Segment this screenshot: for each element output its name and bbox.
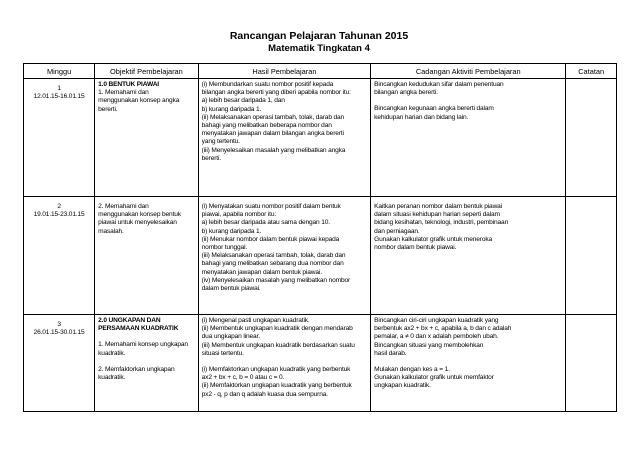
objective-cell (95, 79, 199, 197)
week-number: 1 (57, 85, 61, 92)
week-cell (24, 79, 95, 197)
objective-line: menggunakan konsep bentuk (98, 211, 181, 219)
activity-cell (371, 79, 566, 197)
week-dates: 26.01.15-30.01.15 (33, 329, 85, 337)
outcome-cell (198, 315, 371, 412)
outcome-line: yang tertentu. (201, 138, 240, 146)
activity-line: pemalar, a ≠ 0 dan x adalah pemboleh ubah. (374, 333, 499, 341)
objective-line: 1. Memahami konsep ungkapan (98, 341, 188, 349)
objective-line: piawai untuk menyelesaikan (98, 219, 177, 227)
activity-line: Bincangkan ciri-ciri ungkapan kuadratik yang (374, 317, 499, 324)
outcome-cell (198, 197, 371, 315)
outcome-line: (iv) Menyelesaikan masalah yang melibatkan nombor (201, 276, 351, 284)
activity-line: Bincangkan kegunaan angka bererti dalam (374, 105, 494, 113)
objective-line: bererti. (98, 105, 118, 113)
activity-cell (371, 197, 566, 315)
lesson-plan-table (23, 63, 617, 412)
table-row (24, 315, 617, 412)
outcome-line: (i) Memfaktorkan ungkapan kuadratik yang berbentuk (201, 366, 351, 374)
activity-line: ungkapan kuadratik. (374, 382, 431, 390)
topic-title: 2.0 UNGKAPAN DAN (98, 317, 161, 324)
week-cell (24, 197, 95, 315)
topic-title: 1.0 BENTUK PIAWAI (98, 81, 159, 88)
spacer (374, 97, 562, 105)
activity-line: bilangan angka bererti. (374, 89, 438, 97)
outcome-line: px2 - q, p dan q adalah kuasa dua sempurna. (201, 390, 328, 398)
outcome-line: menyatakan jawapan dalam bentuk piawai. (201, 268, 322, 276)
outcome-line: (iii) Membentuk ungkapan kuadratik berdasarkan suatu (201, 341, 355, 349)
table-row (24, 79, 617, 197)
objective-line: menggunakan konsep angka (98, 97, 180, 105)
outcome-line: dua ungkapan linear. (201, 333, 260, 341)
outcome-line: bilangan angka bererti yang diberi apabila nombor itu: (201, 89, 351, 97)
activity-line: Kaitkan peranan nombor dalam bentuk piawai (374, 203, 503, 210)
objective-line: 2. Memahami dan (98, 203, 149, 210)
table-header-row (24, 64, 617, 79)
spacer (98, 358, 195, 366)
column-header-week: Minggu (24, 64, 95, 79)
column-header-activity: Cadangan Aktiviti Pembelajaran (371, 64, 566, 79)
activity-line: berbentuk ax2 + bx + c, apabila a, b dan c adalah (374, 325, 512, 333)
activity-line: Gunakan kalkulator grafik untuk meneroka (374, 235, 493, 243)
notes-cell (566, 197, 617, 315)
outcome-line: b) kurang daripada 1. (201, 105, 262, 113)
outcome-line: menyatakan jawapan dalam bilangan angka bererti (201, 130, 344, 138)
objective-cell (95, 315, 199, 412)
outcome-line: bahagi yang melibatkan beberapa nombor dan (201, 122, 332, 130)
outcome-line: (ii) Menukar nombor dalam bentuk piawai kepada (201, 235, 340, 243)
week-number: 2 (57, 203, 61, 210)
column-header-notes: Catatan (566, 64, 617, 79)
activity-line: hasil darab. (374, 349, 407, 357)
document-title: Rancangan Pelajaran Tahunan 2015 (229, 30, 409, 42)
outcome-line: piawai, apabila nombor itu: (201, 211, 277, 219)
week-cell (24, 315, 95, 412)
objective-line: 1. Memahami dan (98, 89, 149, 97)
column-header-outcome: Hasil Pembelajaran (198, 64, 371, 79)
activity-line: kehidupan harian dan bidang lain. (374, 113, 469, 121)
document-header (0, 30, 638, 55)
activity-line: nombor dalam bentuk piawai. (374, 244, 457, 252)
notes-cell (566, 315, 617, 412)
outcome-cell (198, 79, 371, 197)
spacer (374, 358, 562, 366)
outcome-line: (ii) Membentuk ungkapan kuadratik dengan mendarab (201, 325, 353, 333)
outcome-line: b) kurang daripada 1. (201, 227, 262, 235)
activity-cell (371, 315, 566, 412)
outcome-line: (i) Membundarkan suatu nombor positif kepada (201, 81, 334, 88)
week-dates: 19.01.15-23.01.15 (33, 211, 85, 219)
outcome-line: (iii) Menyelesaikan masalah yang melibatkan angka (201, 146, 346, 154)
topic-title: PERSAMAAN KUADRATIK (98, 325, 179, 333)
outcome-line: situasi tertentu. (201, 349, 244, 357)
spacer (202, 358, 368, 366)
outcome-line: bahagi yang melibatkan sebarang dua nombor dan (201, 260, 344, 268)
notes-cell (566, 79, 617, 197)
outcome-line: a) lebih besar daripada 1, dan (201, 97, 285, 105)
objective-cell (95, 197, 199, 315)
objective-line: kuadratik. (98, 349, 126, 357)
document-subtitle: Matematik Tingkatan 4 (268, 43, 370, 54)
activity-line: Bincangkan situasi yang membolehkan (374, 341, 484, 349)
spacer (98, 333, 195, 341)
outcome-line: ax2 + bx + c, b = 0 atau c = 0. (201, 374, 285, 382)
table-row (24, 197, 617, 315)
week-number: 3 (57, 321, 61, 328)
activity-line: dalam situasi kehidupan harian seperti dalam (374, 211, 500, 219)
activity-line: bidang kesihatan, teknologi, industri, pembinaan (374, 219, 509, 227)
outcome-line: dalam bentuk piawai. (201, 285, 261, 293)
objective-line: masalah. (98, 227, 124, 235)
outcome-line: (i) Menyatakan suatu nombor positif dalam bentuk (201, 203, 341, 210)
activity-line: Gunakan kalkulator grafik untuk memfaktor (374, 374, 494, 382)
activity-line: Mulakan dengan kes a = 1. (374, 366, 450, 374)
outcome-line: (i) Mengenal pasti ungkapan kuadratik. (201, 317, 310, 324)
outcome-line: bererti. (201, 154, 221, 162)
week-dates: 12.01.15-16.01.15 (33, 93, 85, 101)
outcome-line: (iii) Melaksanakan operasi tambah, tolak, darab dan (201, 252, 346, 260)
activity-line: Bincangkan kedudukan sifar dalam penentuan (374, 81, 504, 88)
activity-line: dan perniagaan. (374, 227, 420, 235)
outcome-line: nombor tunggal. (201, 244, 248, 252)
objective-line: 2. Memfaktorkan ungkapan (98, 365, 175, 373)
objective-line: kuadratik. (98, 374, 126, 382)
outcome-line: a) lebih besar daripada atau sama dengan 10. (201, 219, 330, 227)
outcome-line: (ii) Melaksanakan operasi tambah, tolak, darab dan (201, 113, 345, 121)
outcome-line: (ii) Memfaktorkan ungkapan kuadratik yang berbentuk (201, 382, 352, 390)
column-header-objective: Objektif Pembelajaran (95, 64, 199, 79)
